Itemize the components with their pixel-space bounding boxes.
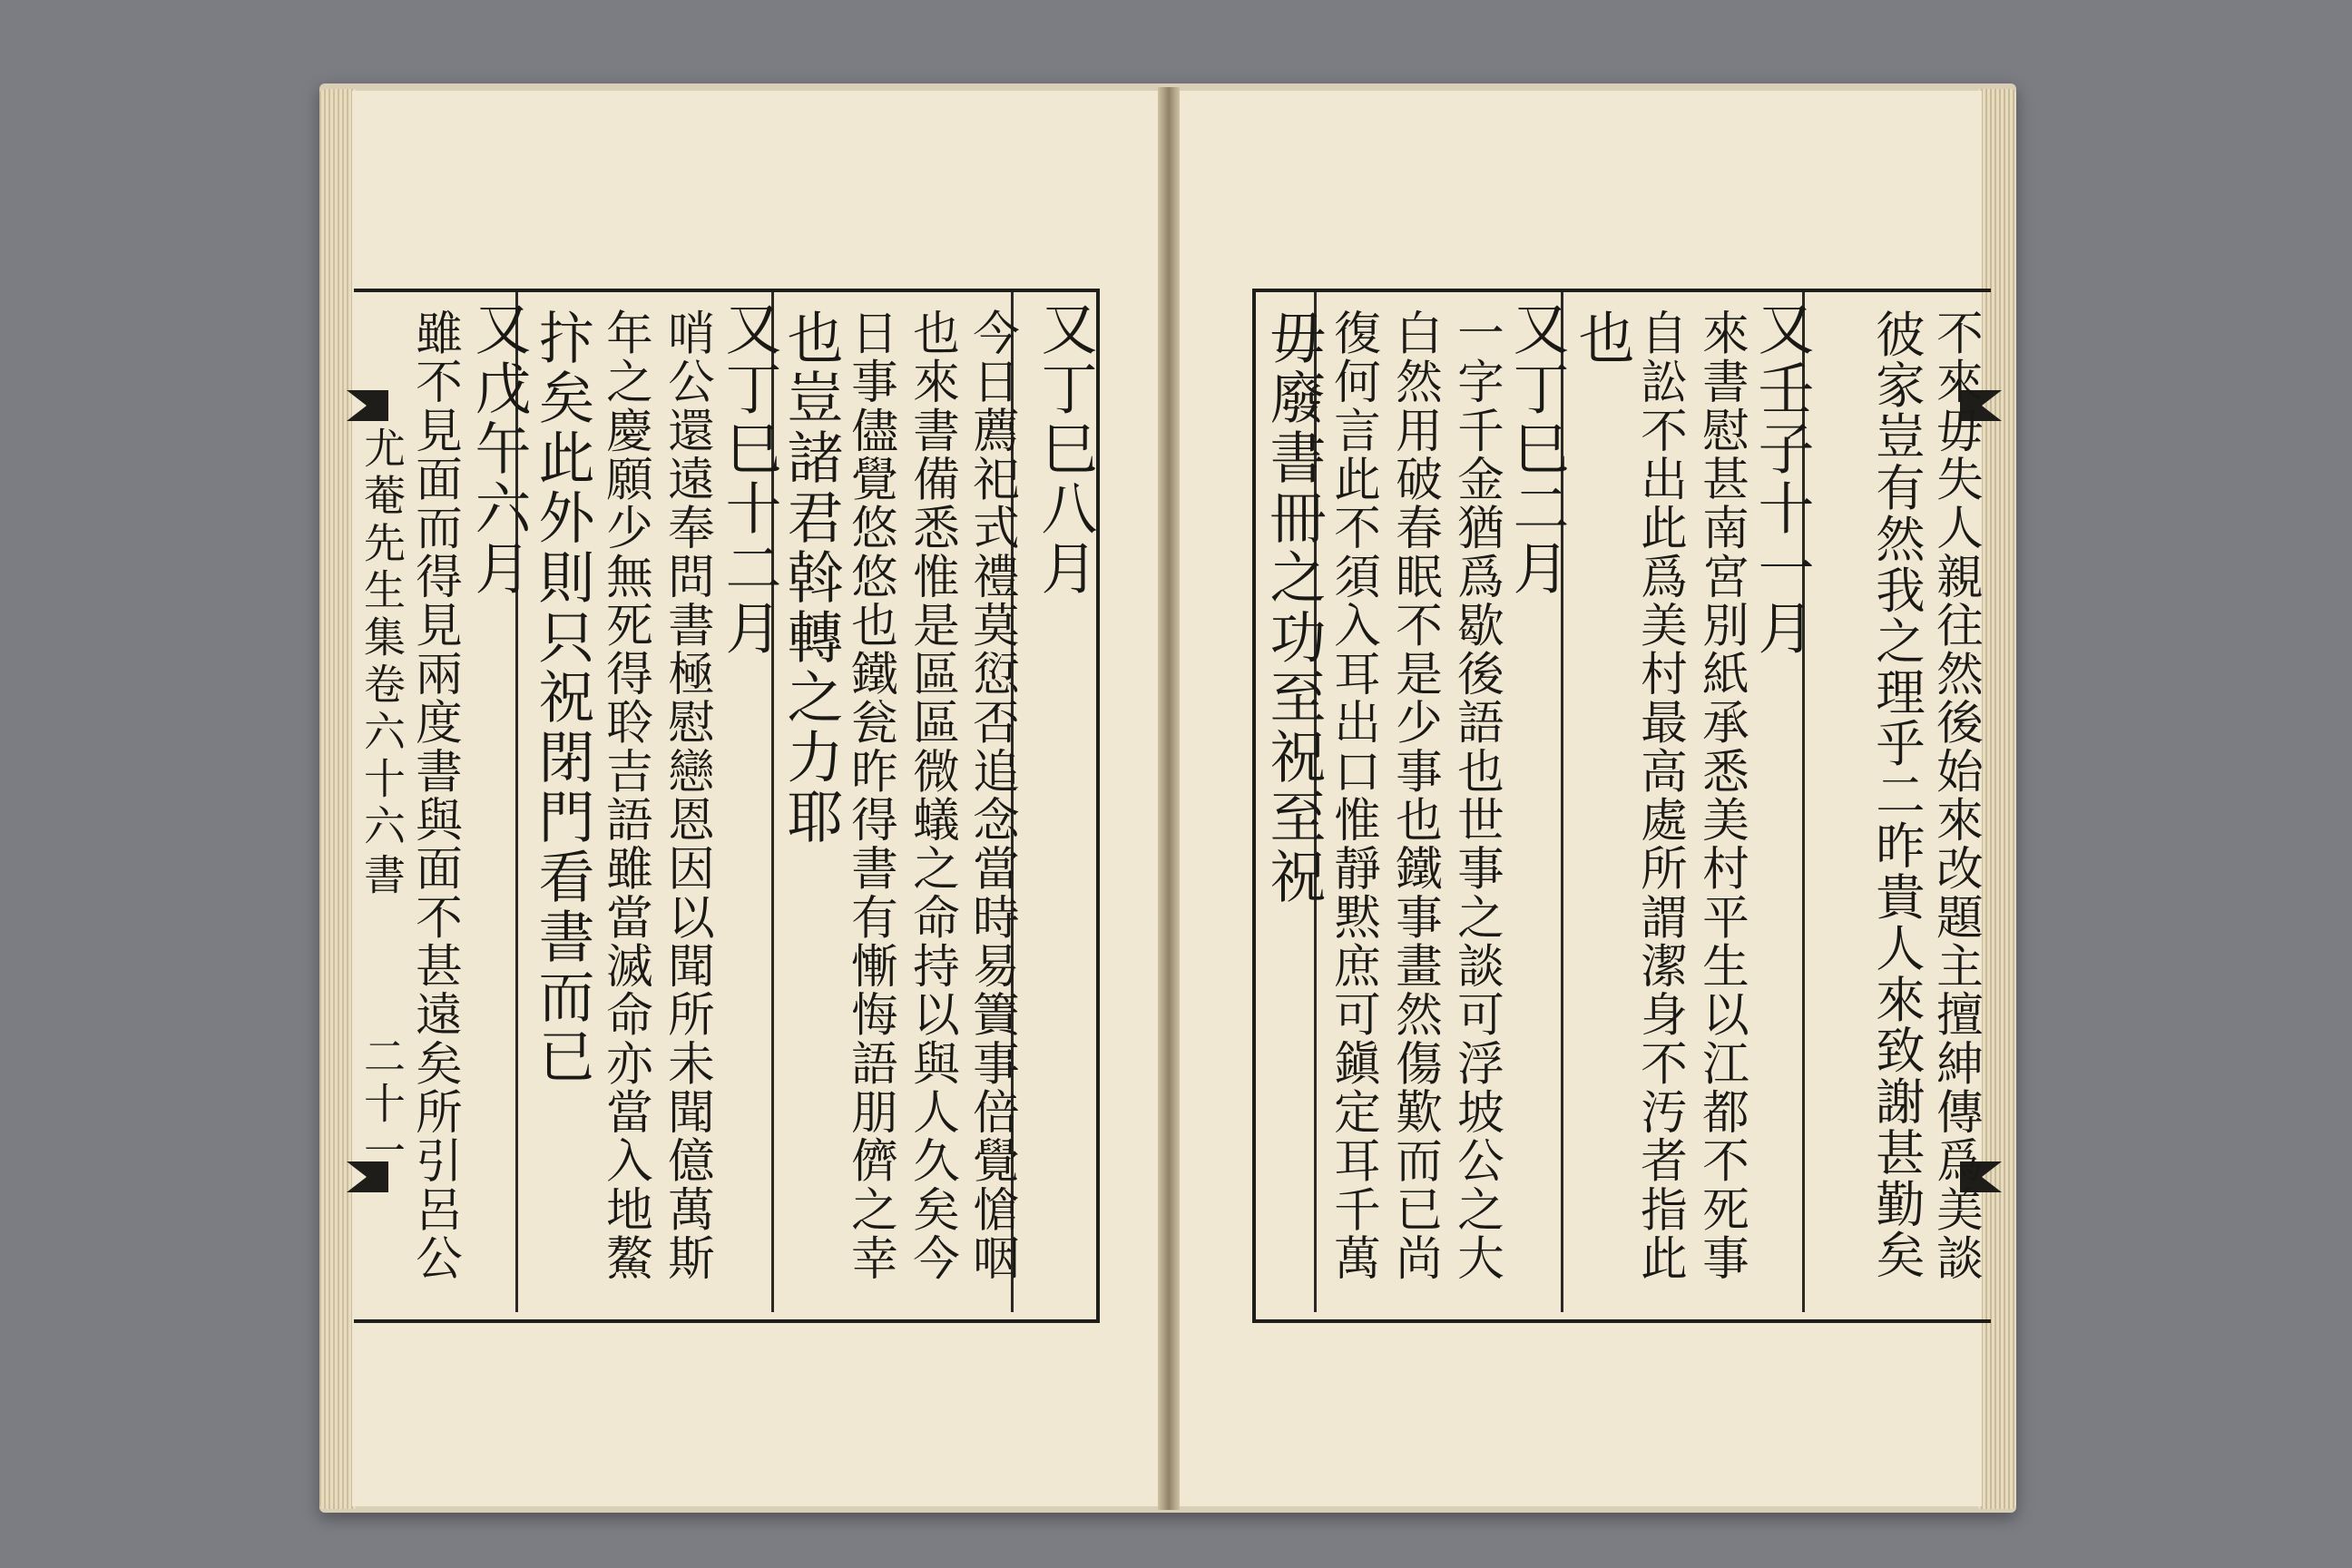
folio-number: 二十一 [358,1034,407,1176]
text-column: 也豈諸君斡轉之力耶 [778,309,844,848]
letter-heading: 又丁巳十二月 [716,299,782,659]
text-column: 彼家豈有然我之理乎二昨貴人來致謝甚勤矣 [1867,309,1925,1281]
collection-title: 尤菴先生集卷六十六 [358,426,407,851]
book-gutter [1158,87,1180,1510]
text-column: 來書慰甚南宮別紙承悉美村平生以江都不死事 [1694,309,1749,1283]
letter-heading: 又丁巳二月 [1504,299,1570,599]
text-column: 今日薦祀式禮莫愆否追念當時易簀事倍覺愴咽 [965,309,1019,1283]
fish-tail-mark-icon [347,390,388,421]
text-column: 日事儘覺悠悠也鐵瓮昨得書有慚悔語朋儕之幸 [843,309,897,1283]
text-column: 也 [1569,309,1635,368]
text-column: 毋廢書冊之功至祝至祝 [1260,309,1327,907]
letter-heading: 又戊午六月 [466,299,532,599]
letter-heading: 又丁巳八月 [1032,299,1098,599]
section-label: 書 [358,853,407,900]
text-column: 不來毋失人親往然後始來改題主擅紳傳爲美談 [1928,309,1983,1283]
text-column: 雖不見面而得見兩度書與面不甚遠矣所引呂公 [407,309,462,1283]
text-column: 也來書備悉惟是區區微蟻之命持以與人久矣今 [905,309,959,1283]
page-edges-left [319,89,356,1509]
text-column: 抃矣此外則只祝閉門看書而已 [529,309,595,1087]
text-column: 復何言此不須入耳出口惟靜黙庶可鎭定耳千萬 [1326,309,1380,1283]
text-column: 自訟不出此爲美村最高處所謂潔身不汚者指此 [1632,309,1687,1283]
text-column: 白然用破春眠不是少事也鐵事畫然傷歎而已尚 [1387,309,1442,1283]
text-column: 哨公還遠奉問書極慰戀恩因以聞所未聞億萬斯 [660,309,714,1283]
letter-heading: 又壬子十一月 [1749,299,1815,659]
text-column: 一字千金猶爲歇後語也世事之談可浮坡公之大 [1449,309,1504,1283]
text-column: 年之慶願少無死得聆吉語雖當滅命亦當入地鰲 [598,309,652,1283]
